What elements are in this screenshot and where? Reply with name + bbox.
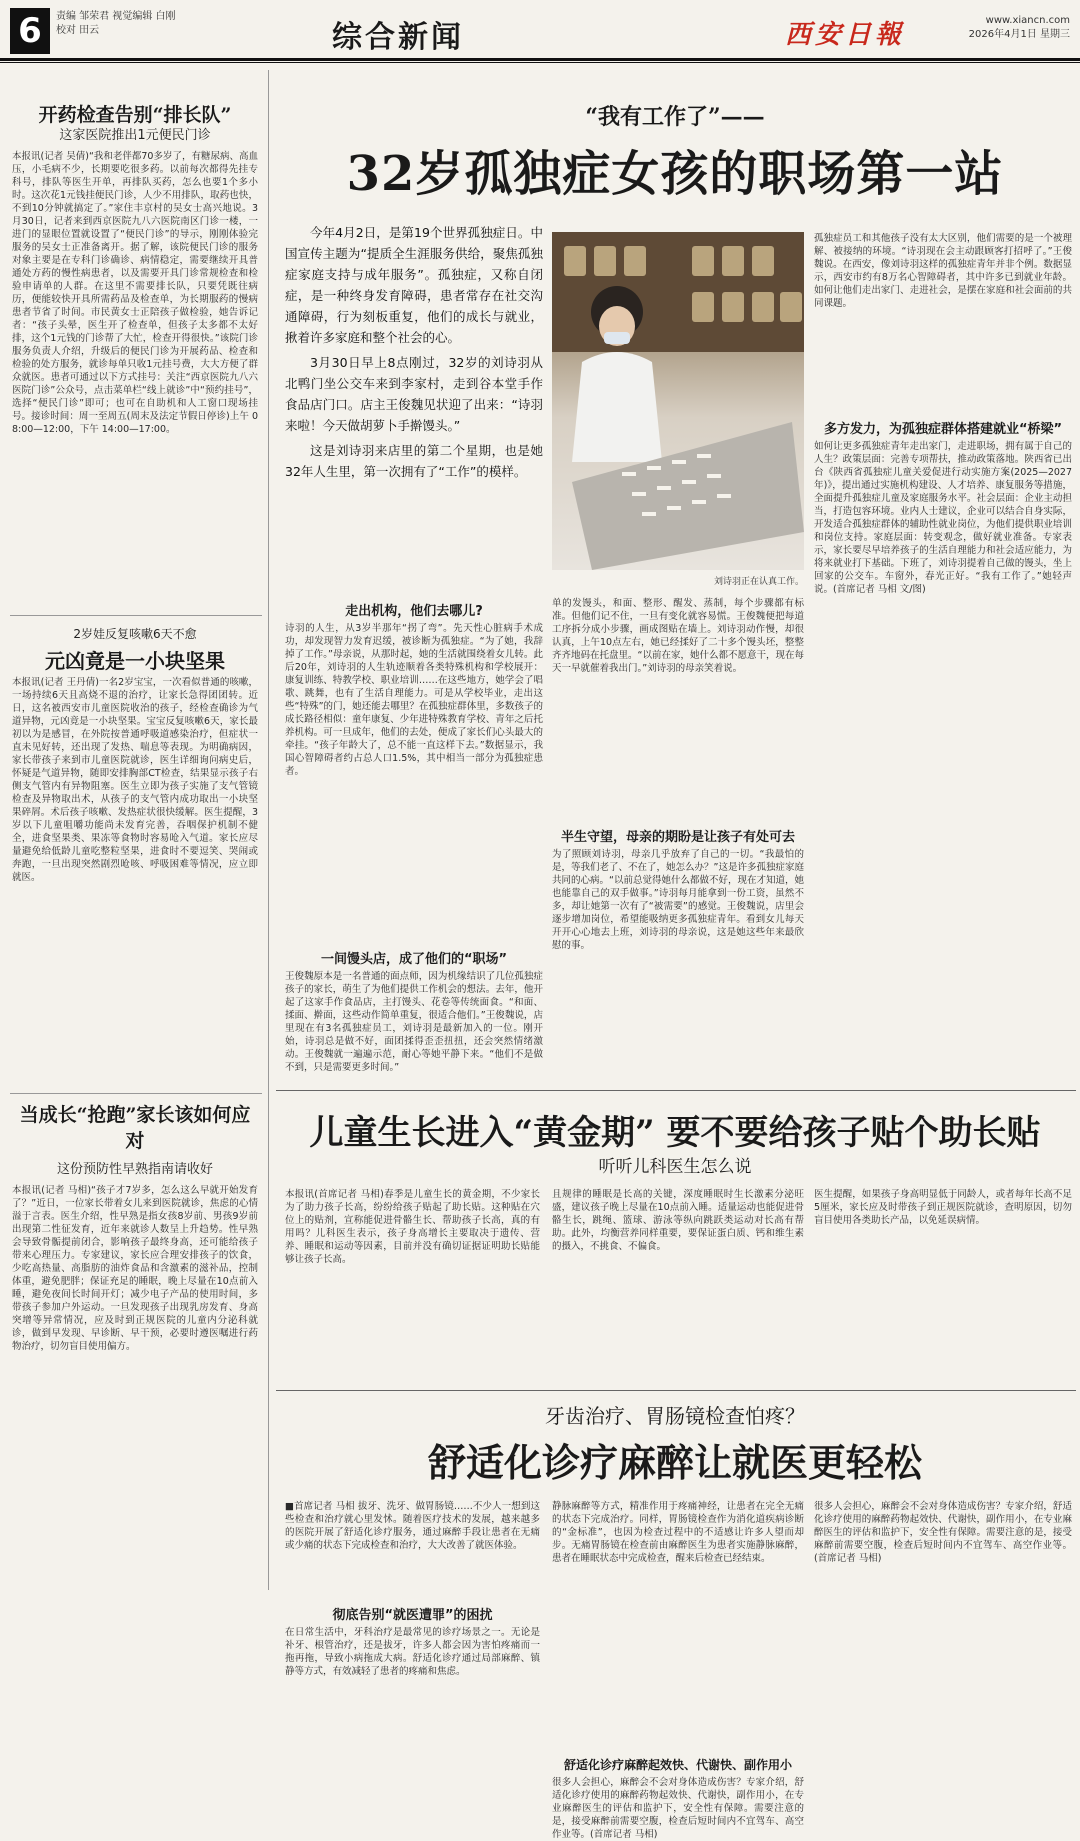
article-3-subtitle: 这份预防性早熟指南请收好: [56, 1162, 213, 1177]
feature-title: 32岁孤独症女孩的职场第一站: [346, 146, 1004, 202]
article-1-subtitle: 这家医院推出1元便民门诊: [59, 128, 211, 143]
proofreader: 校对 田云: [56, 25, 100, 36]
editor-credits: [56, 10, 176, 38]
story-separator: [276, 1390, 1076, 1391]
article-1-body: 本报讯(记者 吴倩)“我和老伴都70多岁了，有糖尿病、高血压，小毛病不少，长期要吃很多药。以前每次都得先挂专科号，排队等医生开单，再排队买药，怎么也要1个多小时。这次花1元钱挂便民门诊，人少不用排队，取药也快，不到10分钟就搞定了。”家住丰京村的吴女士高兴地说。3月30日，记者来到西京医院九八六医院南区门诊一楼，一进门的显眼位置就设置了“便民门诊”的导示，刚刚体验完服务的吴女士正准备离开。据了解，该院便民门诊的服务对象主要是在专科门诊确诊、病情稳定，需要继续开具普通处方药的慢性病患者，以及需要开具门诊常规检查和检验申请单的人群。在这里不需要排长队，只要凭既往病历，便能较快开具所需药品及检查单，为长期服药的慢病患者节省了时间。市民黄女士正陪孩子做检验，她告诉记者：“孩子头晕，医生开了检查单，但孩子太多都不太好排，这个1元钱的门诊帮了大忙，检查开得很快。”该院门诊服务负责人介绍，升级后的便民门诊为开展药品、检查和检验的处方服务，就诊每单只收1元挂号费，大大方便了群众就医。患者可通过以下方式挂号：关注“西京医院九八六医院门诊”公众号，点击菜单栏“线上就诊”中“预约挂号”，选择“便民门诊”即可；也可在自助机和人工窗口现场挂号。接诊时间：周一至周五(周末及法定节假日停诊)上午 08:00—12:00，下午 14:00—17:00。: [12, 151, 258, 435]
article-3-title: 当成长“抢跑”家长该如何应对: [19, 1104, 251, 1152]
site-and-date: [958, 14, 1070, 42]
issue-date: 2026年4月1日 星期三: [968, 29, 1070, 40]
article-1-title: 开药检查告别“排长队”: [38, 104, 232, 126]
intro-paragraph-1: 今年4月2日，是第19个世界孤独症日。中国宣传主题为“提质全生涯服务供给，聚焦孤独症家庭支持与成年服务”。孤独症，又称自闭症，是一种终身发育障碍，患者常存在社交沟通障碍，行为刻板重复，他们的成长与就业，揪着许多家庭和整个社会的心。: [285, 225, 543, 345]
website: www.xiancn.com: [985, 15, 1070, 26]
section-5-body: 孤独症员工和其他孩子没有太大区别，他们需要的是一个被理解、被接纳的环境。“诗羽现在会主动跟顾客打招呼了。”王俊魏说。在西安，像刘诗羽这样的孤独症青年并非个例。数据显示，西安市约有8万名心智障碍者，其中许多已到就业年龄。如何让他们走出家门、走进社会，是摆在家庭和社会面前的共同课题。: [814, 233, 1072, 309]
growth-title: 儿童生长进入“黄金期” 要不要给孩子贴个助长贴: [309, 1113, 1041, 1153]
header-rule: [0, 58, 1080, 61]
story-separator: [276, 1090, 1076, 1091]
comfort-body-3: 静脉麻醉等方式，精准作用于疼痛神经，让患者在完全无痛的状态下完成治疗。同样，胃肠镜检查作为消化道疾病诊断的“金标准”，也因为检查过程中的不适感让许多人望而却步。无痛胃肠镜在检查前由麻醉医生为患者实施静脉麻醉，患者在睡眠状态中完成检查，醒来后检查已经结束。: [552, 1501, 804, 1564]
article-2-body: 本报讯(记者 王丹倩)一名2岁宝宝，一次看似普通的咳嗽，一场持续6天且高烧不退的治疗，让家长急得团团转。近日，这名被西安市儿童医院收治的孩子，经检查确诊为气道异物，元凶竟是一小块坚果。宝宝反复咳嗽6天，家长最初以为是感冒，在外院按普通呼吸道感染治疗，但症状一直未见好转，还出现了发热、喘息等表现。为明确病因，家长带孩子来到市儿童医院就诊，医生详细询问病史后，怀疑是气道异物，随即安排胸部CT检查，结果显示孩子右侧支气管内有异物阻塞。医生立即为孩子实施了支气管镜检查及异物取出术，从孩子的支气管内成功取出一小块坚果碎屑。术后孩子咳嗽、发热症状很快缓解。医生提醒，3岁以下儿童咀嚼功能尚未发育完善，吞咽保护机制不健全，进食坚果类、果冻等食物时容易呛入气道。家长应尽量避免给低龄儿童吃整粒坚果，进食时不要逗笑、哭闹或奔跑，一旦出现突然剧烈呛咳、呼吸困难等情况，应立即就医。: [12, 677, 258, 883]
comfort-title: 舒适化诊疗麻醉让就医更轻松: [427, 1440, 922, 1485]
growth-body-3: 医生提醒，如果孩子身高明显低于同龄人，或者每年长高不足5厘米，家长应及时带孩子到正规医院就诊，查明原因，切勿盲目使用各类助长产品，以免延误病情。: [814, 1189, 1072, 1226]
worker-photo-illustration: [552, 232, 804, 570]
growth-body-1: 本报讯(首席记者 马相)春季是儿童生长的黄金期，不少家长为了助力孩子长高，纷纷给孩子贴起了助长贴。这种贴在穴位上的贴剂，宣称能促进骨骼生长、帮助孩子长高，真的有用吗？儿科医生表示，孩子身高增长主要取决于遗传、营养、睡眠和运动等因素，目前并没有确切证据证明助长贴能够让孩子长高。: [285, 1189, 540, 1265]
feature-kicker: “我有工作了”——: [585, 104, 765, 130]
comfort-kicker: 牙齿治疗、胃肠镜检查怕疼？: [545, 1404, 805, 1428]
section-2-body: 王俊魏原本是一名普通的面点师，因为机缘结识了几位孤独症孩子的家长，萌生了为他们提供工作机会的想法。去年，他开起了这家手作食品店，主打馒头、花卷等传统面食。“和面、揉面、擀面，这些动作简单重复，很适合他们。”王俊魏说，店里现在有3名孤独症员工，刘诗羽是最新加入的一位。刚开始，诗羽总是做不好，面团揉得歪歪扭扭，还会突然情绪激动。王俊魏就一遍遍示范，耐心等她平静下来。“他们不是做不到，只是需要更多时间。”: [285, 971, 543, 1073]
editors: 责编 邹荣君 视觉编辑 白刚: [56, 11, 176, 22]
section-4-heading: 半生守望，母亲的期盼是让孩子有处可去: [560, 830, 795, 845]
section-3-body: 单的发馒头，和面、整形、醒发、蒸制，每个步骤都有标准。但他们记不住，一旦有变化就容易慌。王俊魏便把每道工序拆分成小步骤，画成图贴在墙上。刘诗羽动作慢，却很认真，上午10点左右，她已经揉好了二十多个馒头坯，整整齐齐地码在托盘里。“以前在家，她什么都不愿意干，现在每天一早就催着我出门。”刘诗羽的母亲笑着说。: [552, 598, 804, 674]
article-3-body: 本报讯(记者 马相)“孩子才7岁多，怎么这么早就开始发育了？”近日，一位家长带着女儿来到医院就诊，焦虑的心情溢于言表。医生介绍，性早熟是指女孩8岁前、男孩9岁前出现第二性征发育，近年来就诊人数呈上升趋势。性早熟会导致骨骺提前闭合，影响孩子最终身高，还可能给孩子带来心理压力。专家建议，家长应合理安排孩子的饮食，少吃高热量、高脂肪的油炸食品和含激素的滋补品，控制体重，避免肥胖；保证充足的睡眠，晚上尽量在10点前入睡，避免夜间长时间开灯；减少电子产品的使用时间，多带孩子参加户外运动。一旦发现孩子出现乳房发育、身高突增等异常情况，应及时到正规医院的儿童内分泌科就诊，做到早发现、早诊断、早干预，必要时遵医嘱进行药物治疗，切勿盲目使用偏方。: [12, 1185, 258, 1352]
comfort-body-4-start: 很多人会担心，麻醉会不会对身体造成伤害？专家介绍，舒适化诊疗使用的麻醉药物起效快、代谢快，副作用小，在专业麻醉医生的评估和监护下，安全性有保障。需要注意的是，接受麻醉前需要空腹，检查后短时间内不宜驾车、高空作业等。(首席记者 马相): [552, 1777, 804, 1840]
comfort-body-4: 很多人会担心，麻醉会不会对身体造成伤害？专家介绍，舒适化诊疗使用的麻醉药物起效快、代谢快，副作用小，在专业麻醉医生的评估和监护下，安全性有保障。需要注意的是，接受麻醉前需要空腹，检查后短时间内不宜驾车、高空作业等。(首席记者 马相): [814, 1501, 1072, 1564]
section-2-heading: 一间馒头店，成了他们的“职场”: [320, 952, 508, 967]
article-separator: [10, 615, 262, 616]
newspaper-logo: 西安日報: [785, 20, 906, 50]
section-title: 综合新闻: [332, 20, 464, 55]
section-4-body: 为了照顾刘诗羽，母亲几乎放弃了自己的一切。“我最怕的是，等我们老了、不在了，她怎么办？”这是许多孤独症家庭共同的心病。“以前总觉得她什么都做不好，现在才知道，她也能靠自己的双手做事。”诗羽每月能拿到一份工资，虽然不多，却让她第一次有了“被需要”的感觉。王俊魏说，店里会逐步增加岗位，希望能吸纳更多孤独症青年。看到女儿每天开开心心地去上班，刘诗羽的母亲说，这是她这些年来最欣慰的事。: [552, 849, 804, 951]
section-1-heading: 走出机构，他们去哪儿?: [345, 604, 483, 619]
growth-body-2: 且规律的睡眠是长高的关键，深度睡眠时生长激素分泌旺盛，建议孩子晚上尽量在10点前入睡。适量运动也能促进骨骼生长，跳绳、篮球、游泳等纵向跳跃类运动对长高有帮助。此外，均衡营养同样重要，要保证蛋白质、钙和维生素的摄入，不挑食、不偏食。: [552, 1189, 804, 1252]
section-6-body: 如何让更多孤独症青年走出家门，走进职场，拥有属于自己的人生？政策层面：完善专项帮扶，推动政策落地。陕西省已出台《陕西省孤独症儿童关爱促进行动实施方案(2025—2027年)》，提出通过实施机构建设、人才培养、康复服务等措施，全面提升孤独症儿童及家庭服务水平。社会层面：企业主动担当，打造包容环境。业内人士建议，企业可以结合自身实际，开发适合孤独症群体的辅助性就业岗位，为他们提供职业培训和岗位支持。家庭层面：转变观念，做好就业准备。专家表示，家长要尽早培养孩子的生活自理能力和社会适应能力，为将来就业打下基础。下班了，刘诗羽提着自己做的馒头，坐上回家的公交车。车窗外，春光正好。“我有工作了。”她轻声说。(首席记者 马相 文/图): [814, 441, 1072, 595]
comfort-heading-1: 彻底告别“就医遭罪”的困扰: [332, 1608, 493, 1623]
comfort-body-2: 在日常生活中，牙科治疗是最常见的诊疗场景之一。无论是补牙、根管治疗，还是拔牙，许多人都会因为害怕疼痛而一拖再拖，导致小病拖成大病。舒适化诊疗通过局部麻醉、镇静等方式，有效减轻了患者的疼痛和焦虑。: [285, 1627, 540, 1677]
page-number: 6: [10, 8, 50, 54]
column-divider: [268, 70, 269, 1590]
feature-intro: [285, 222, 543, 482]
intro-paragraph-3: 这是刘诗羽来店里的第二个星期，也是她32年人生里，第一次拥有了“工作”的模样。: [285, 443, 543, 479]
article-2-kicker: 2岁娃反复咳嗽6天不愈: [73, 627, 197, 641]
intro-paragraph-2: 3月30日早上8点刚过，32岁的刘诗羽从北鸭门坐公交车来到李家村，走到谷本堂手作食品店门口。店主王俊魏见状迎了出来：“诗羽来啦！今天做胡萝卜手擀馒头。”: [285, 355, 543, 433]
comfort-heading-2: 舒适化诊疗麻醉起效快、代谢快、副作用小: [563, 1758, 792, 1772]
growth-subtitle: 听听儿科医生怎么说: [598, 1157, 752, 1177]
comfort-body-1: ■首席记者 马相 拔牙、洗牙、做胃肠镜……不少人一想到这些检查和治疗就心里发怵。随着医疗技术的发展，越来越多的医院开展了舒适化诊疗服务，通过麻醉手段让患者在无痛或少痛的状态下完成检查和治疗，大大改善了就医体验。: [285, 1501, 540, 1551]
photo-caption: 刘诗羽正在认真工作。: [713, 577, 804, 587]
section-6-heading: 多方发力，为孤独症群体搭建就业“桥梁”: [823, 422, 1063, 437]
article-2-title: 元凶竟是一小块坚果: [45, 649, 225, 673]
section-1-body: 诗羽的人生，从3岁半那年“拐了弯”。先天性心脏病手术成功，却发现智力发育迟缓，被诊断为孤独症。“为了她，我辞掉了工作。”母亲说，从那时起，她的生活就围绕着女儿转。此后20年，刘诗羽的人生轨迹顺着各类特殊机构和学校展开：康复训练、特教学校、职业培训……在这些地方，她学会了唱歌、跳舞，也有了生活自理能力。可是从学校毕业，走出这些“特殊”的门，她还能去哪里？在孤独症群体里，多数孩子的成长路径相似：童年康复、少年进特殊教育学校、青年之后托养机构。可一旦成年，他们的去处，便成了家长们心头最大的牵挂。“孩子年龄大了，总不能一直这样下去。”数据显示，我国心智障碍者约占总人口1.5%，其中相当一部分为孤独症患者。: [285, 623, 543, 777]
feature-photo: [552, 232, 804, 570]
article-separator: [10, 1093, 262, 1094]
header-rule-thin: [0, 62, 1080, 63]
